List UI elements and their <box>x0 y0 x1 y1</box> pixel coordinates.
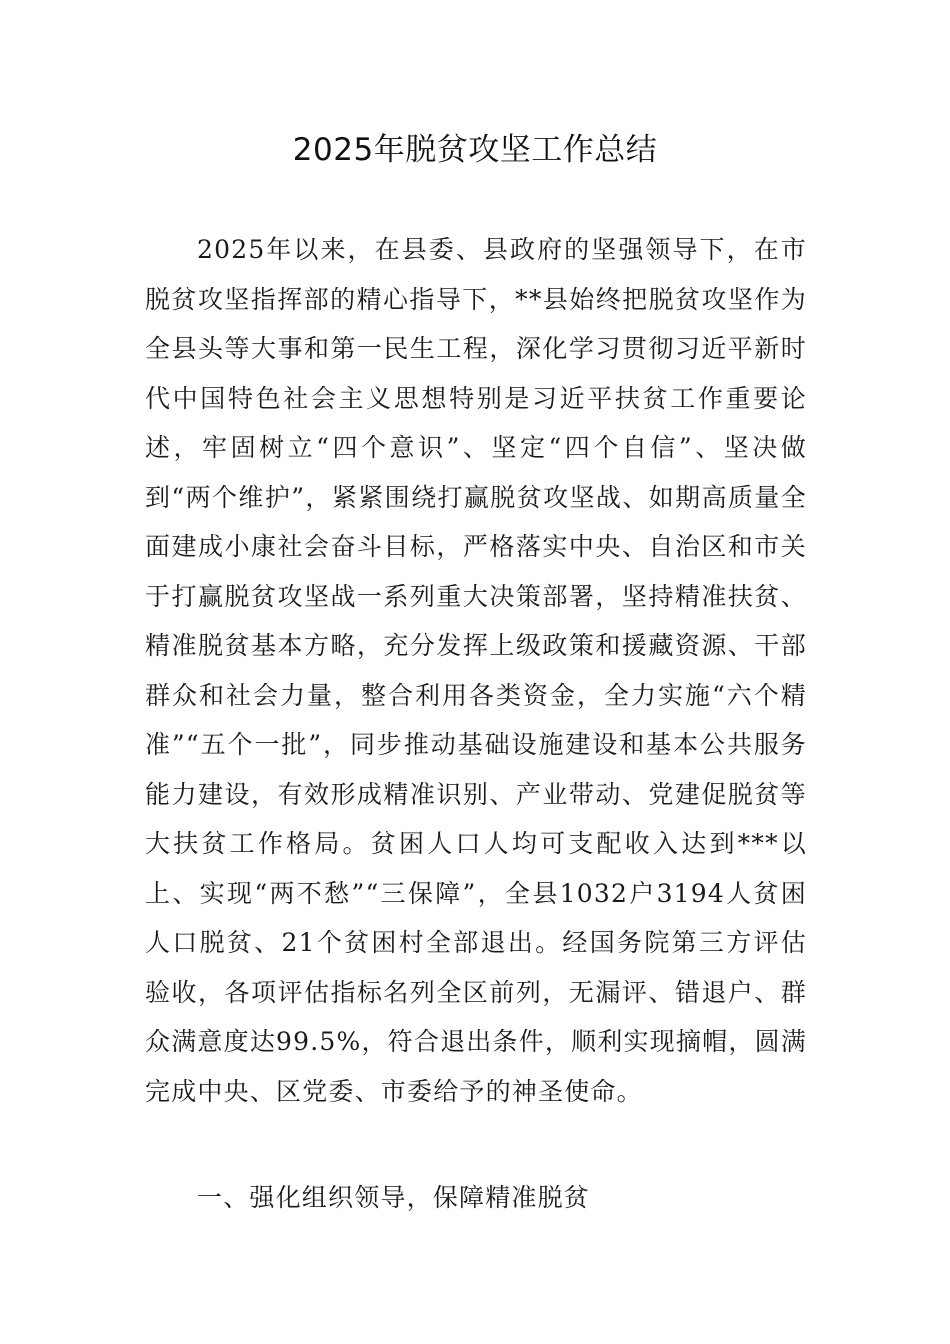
document-title: 2025年脱贫攻坚工作总结 <box>292 132 658 168</box>
section-heading-1: 一、强化组织领导，保障精准脱贫 <box>197 1183 591 1212</box>
intro-paragraph: 2025年以来，在县委、县政府的坚强领导下，在市脱贫攻坚指挥部的精心指导下，**县始终把脱贫攻坚作为全县头等大事和第一民生工程，深化学习贯彻习近平新时代中国特色社会主义思想特别是习近平扶贫工作重要论述，牢固树立“四个意识”、坚定“四个自信”、坚决做到“两个维护”，紧紧围绕打赢脱贫攻坚战、如期高质量全面建成小康社会奋斗目标，严格落实中央、自治区和市关于打赢脱贫攻坚战一系列重大决策部署，坚持精准扶贫、精准脱贫基本方略，充分发挥上级政策和援藏资源、干部群众和社会力量，整合利用各类资金，全力实施“六个精准”“五个一批”，同步推动基础设施建设和基本公共服务能力建设，有效形成精准识别、产业带动、党建促脱贫等大扶贫工作格局。贫困人口人均可支配收入达到***以上、实现“两不愁”“三保障”，全县1032户3194人贫困人口脱贫、21个贫困村全部退出。经国务院第三方评估验收，各项评估指标名列全区前列，无漏评、错退户、群众满意度达99.5%，符合退出条件，顺利实现摘帽，圆满完成中央、区党委、市委给予的神圣使命。 <box>145 235 807 1106</box>
